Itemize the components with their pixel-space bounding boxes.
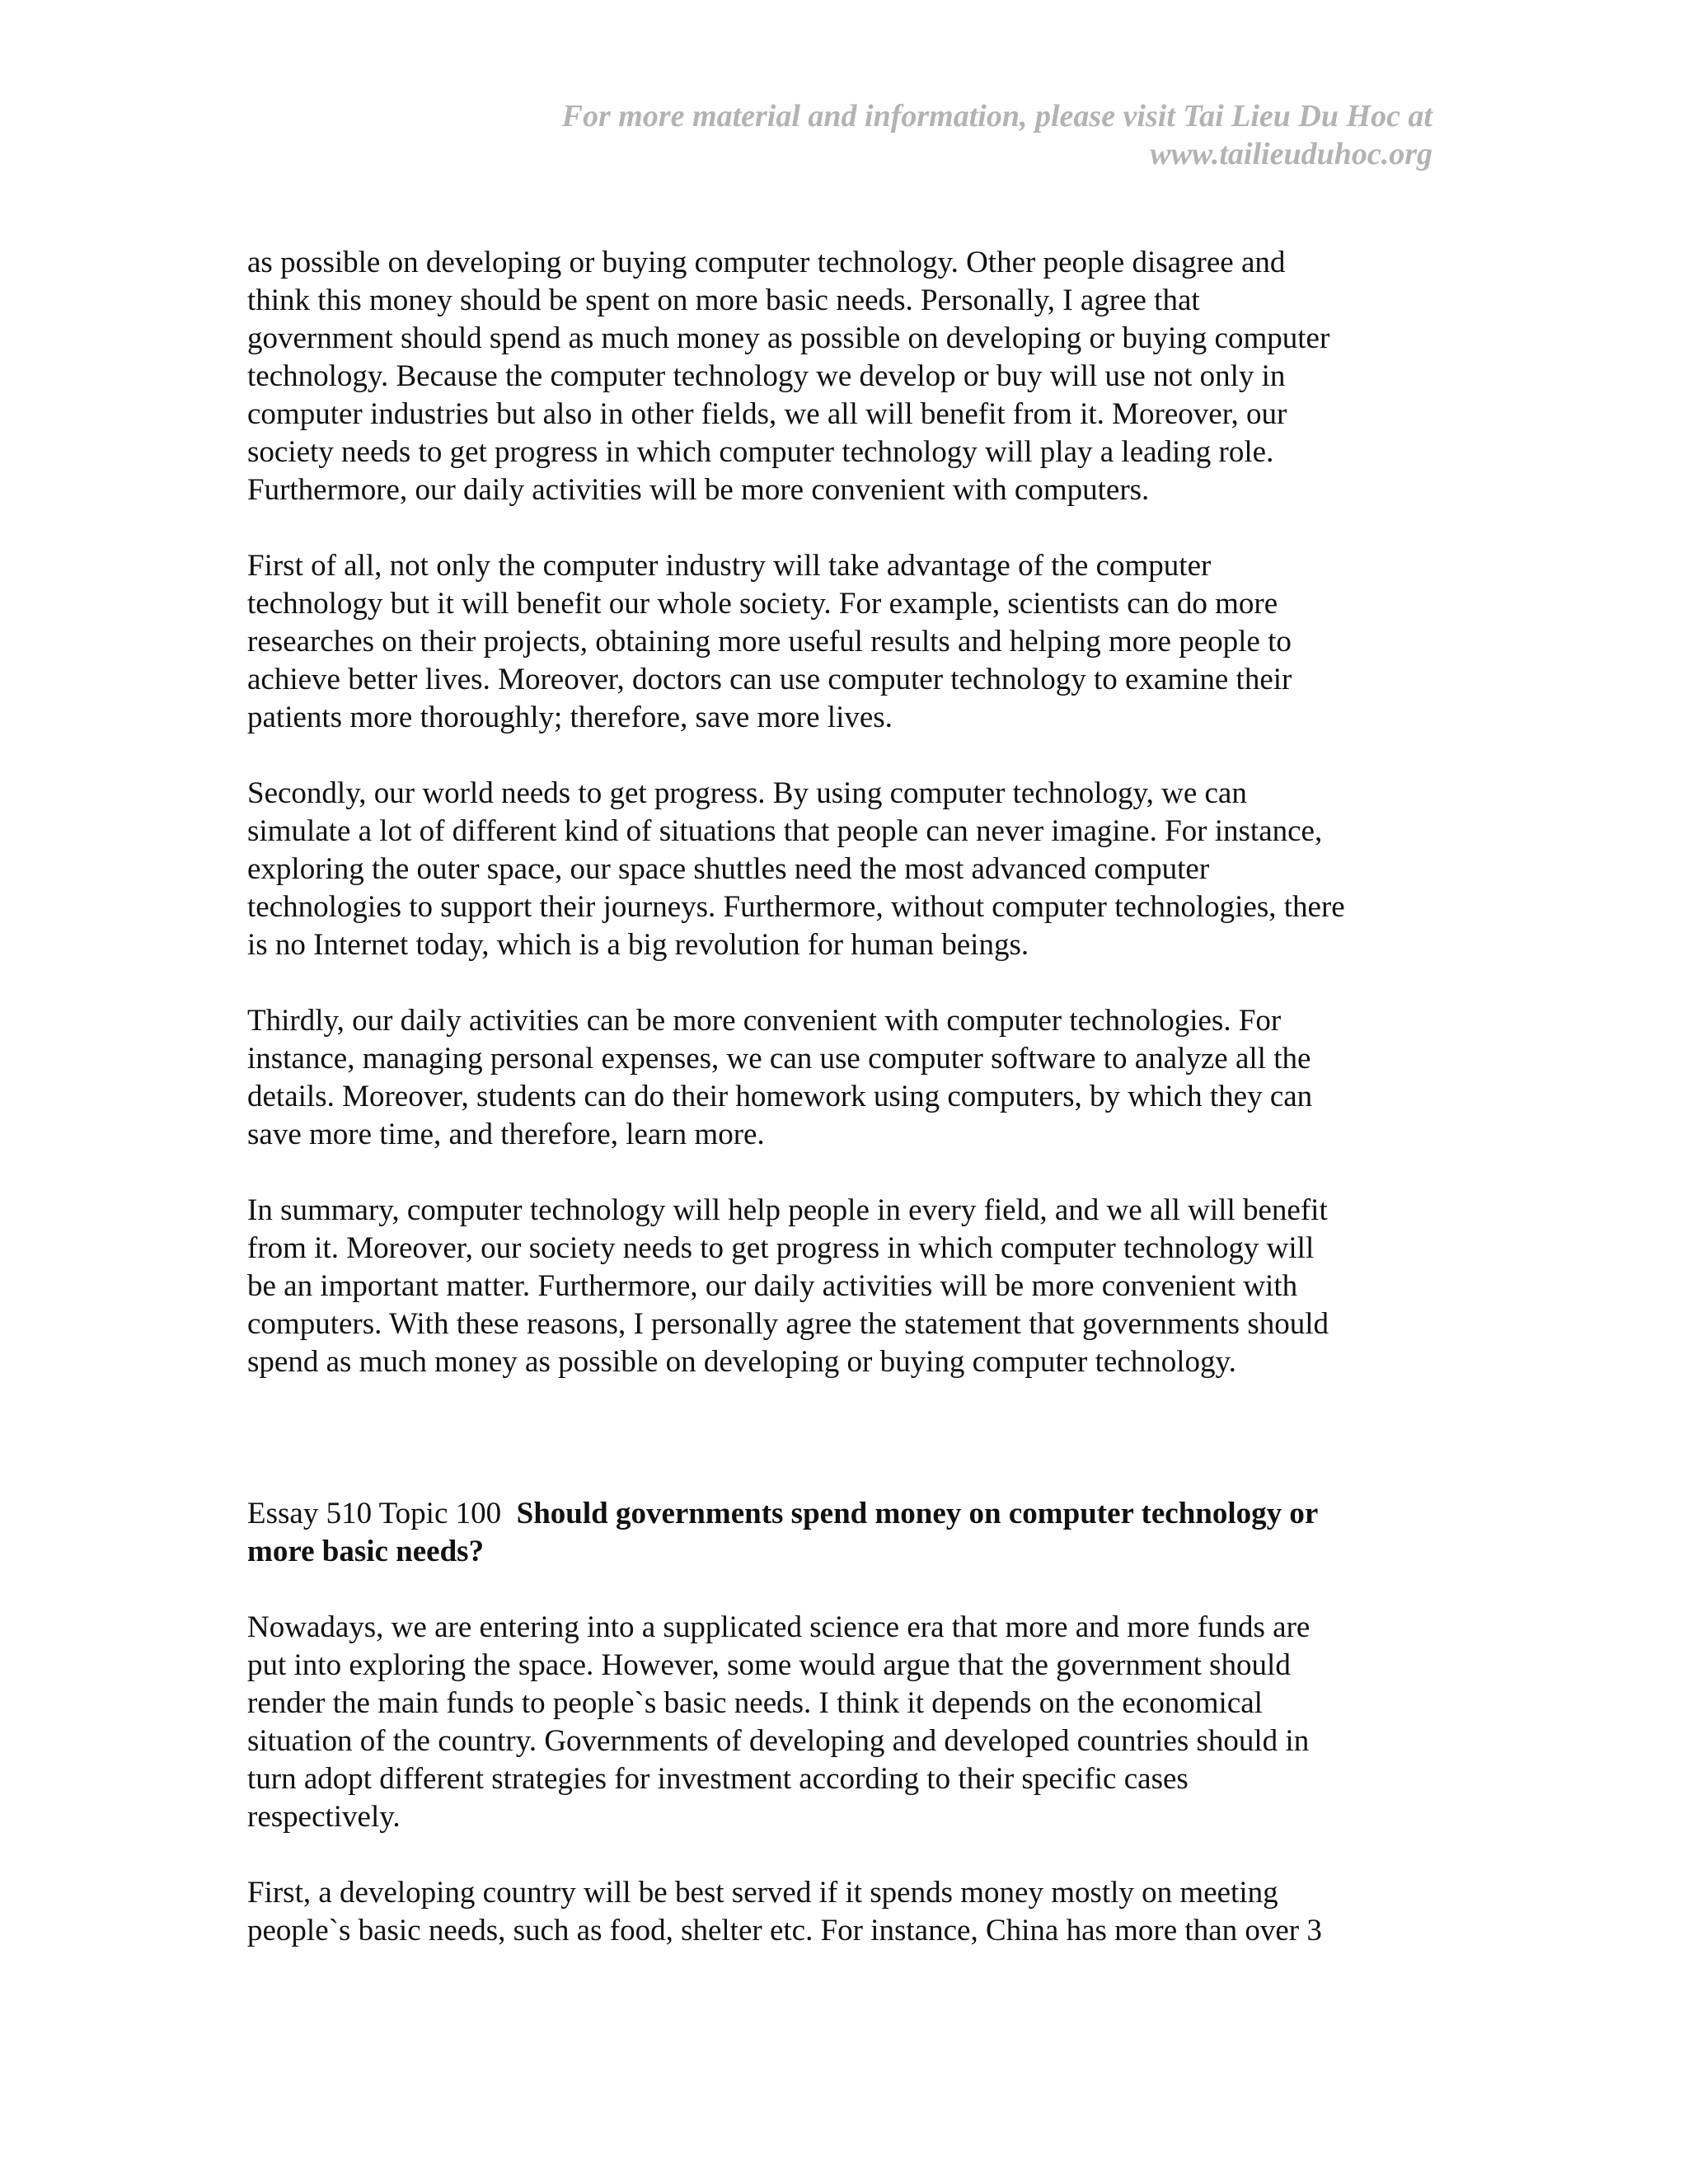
text-line: government should spend as much money as possible on developing or buying computer [247, 321, 1330, 355]
paragraph-first [247, 547, 1451, 737]
paragraph-intro [247, 244, 1451, 509]
paragraph-third [247, 1002, 1451, 1154]
text-line: technologies to support their journeys. Furthermore, without computer technologies, there [247, 890, 1345, 924]
text-line: First, a developing country will be best served if it spends money mostly on meeting [247, 1876, 1278, 1910]
text-line: Secondly, our world needs to get progress. By using computer technology, we can [247, 776, 1247, 810]
essay-heading-line [247, 1495, 1451, 1533]
text-line: put into exploring the space. However, some would argue that the government should [247, 1648, 1291, 1682]
essay-label: Essay 510 Topic 100 [247, 1497, 502, 1530]
text-line: patients more thoroughly; therefore, save more lives. [247, 701, 893, 734]
essay-title-continued: more basic needs? [247, 1535, 485, 1568]
text-line: researches on their projects, obtaining more useful results and helping more people to [247, 625, 1292, 658]
text-line: situation of the country. Governments of developing and developed countries should in [247, 1724, 1310, 1758]
paragraph-developing-country [247, 1874, 1451, 1950]
text-line: instance, managing personal expenses, we can use computer software to analyze all the [247, 1042, 1311, 1076]
text-line: achieve better lives. Moreover, doctors can use computer technology to examine their [247, 663, 1292, 696]
text-line: be an important matter. Furthermore, our daily activities will be more convenient with [247, 1269, 1298, 1303]
text-line: Nowadays, we are entering into a supplicated science era that more and more funds are [247, 1610, 1311, 1644]
header-line: For more material and information, please visit Tai Lieu Du Hoc at [561, 99, 1432, 134]
paragraph-nowadays [247, 1609, 1451, 1836]
text-line: details. Moreover, students can do their homework using computers, by which they can [247, 1080, 1313, 1113]
paragraph-second [247, 775, 1451, 964]
text-line: Furthermore, our daily activities will be more convenient with computers. [247, 473, 1150, 507]
text-line: technology. Because the computer technology we develop or buy will use not only in [247, 359, 1286, 393]
text-line: turn adopt different strategies for investment according to their specific cases [247, 1762, 1189, 1796]
text-line: Thirdly, our daily activities can be more convenient with computer technologies. For [247, 1004, 1282, 1038]
text-line: as possible on developing or buying computer technology. Other people disagree and [247, 246, 1286, 279]
text-line: respectively. [247, 1800, 401, 1834]
text-line: people`s basic needs, such as food, shelter etc. For instance, China has more than over 3 [247, 1914, 1322, 1947]
paragraph-summary [247, 1192, 1451, 1381]
text-line: spend as much money as possible on developing or buying computer technology. [247, 1345, 1236, 1379]
text-line: save more time, and therefore, learn more. [247, 1118, 765, 1151]
text-line: In summary, computer technology will help people in every field, and we all will benefit [247, 1193, 1328, 1227]
text-line: render the main funds to people`s basic needs. I think it depends on the economical [247, 1686, 1263, 1720]
text-line: computer industries but also in other fields, we all will benefit from it. Moreover, our [247, 397, 1287, 431]
essay-heading [247, 1495, 1451, 1571]
essay-title: Should governments spend money on computer technology or [516, 1497, 1319, 1530]
essay-body [247, 244, 1451, 1950]
text-line: computers. With these reasons, I personally agree the statement that governments should [247, 1307, 1329, 1341]
page-header [443, 97, 1432, 173]
text-line: exploring the outer space, our space shuttles need the most advanced computer [247, 852, 1210, 886]
text-line: simulate a lot of different kind of situations that people can never imagine. For instance, [247, 814, 1323, 848]
text-line: think this money should be spent on more basic needs. Personally, I agree that [247, 284, 1200, 317]
text-line: technology but it will benefit our whole society. For example, scientists can do more [247, 587, 1278, 621]
header-url: www.tailieuduhoc.org [1150, 137, 1432, 171]
text-line: First of all, not only the computer industry will take advantage of the computer [247, 549, 1212, 583]
text-line: society needs to get progress in which computer technology will play a leading role. [247, 435, 1274, 469]
text-line: is no Internet today, which is a big revolution for human beings. [247, 928, 1029, 962]
text-line: from it. Moreover, our society needs to get progress in which computer technology will [247, 1231, 1315, 1265]
